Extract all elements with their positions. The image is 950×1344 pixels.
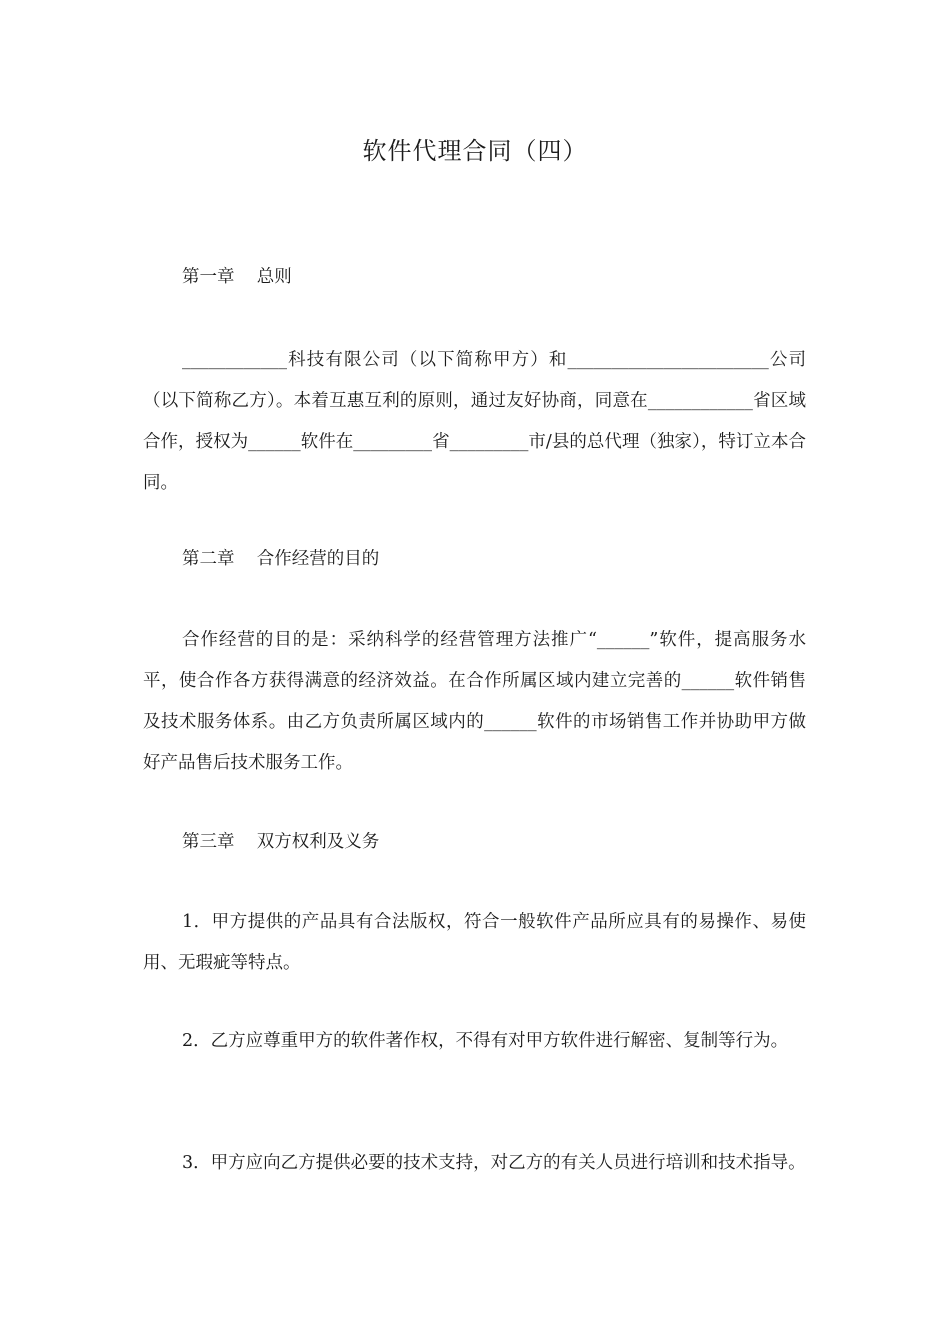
chapter-3-item-1: 1．甲方提供的产品具有合法版权，符合一般软件产品所应具有的易操作、易使用、无瑕疵等特点。 [143, 912, 806, 973]
document-title: 软件代理合同（四） [362, 137, 588, 165]
chapter-1-heading: 第一章 总则 [182, 267, 292, 287]
chapter-2-heading: 第二章 合作经营的目的 [182, 549, 380, 569]
chapter-3-item-2: 2．乙方应尊重甲方的软件著作权，不得有对甲方软件进行解密、复制等行为。 [182, 1031, 789, 1051]
chapter-3-item-3: 3．甲方应向乙方提供必要的技术支持，对乙方的有关人员进行培训和技术指导。 [182, 1153, 806, 1173]
chapter-1-paragraph: ____________科技有限公司（以下简称甲方）和_______________________公司（以下简称乙方）。本着互惠互利的原则，通过友好协商，同意在____________省区域合作，授权为______软件在_________省_________市/县的总代理（独家），特订立本合同。 [143, 350, 806, 493]
chapter-2-paragraph: 合作经营的目的是：采纳科学的经营管理方法推广“______”软件，提高服务水平，使合作各方获得满意的经济效益。在合作所属区域内建立完善的______软件销售及技术服务体系。由乙方负责所属区域内的______软件的市场销售工作并协助甲方做好产品售后技术服务工作。 [143, 630, 806, 773]
chapter-3-heading: 第三章 双方权利及义务 [182, 832, 380, 852]
